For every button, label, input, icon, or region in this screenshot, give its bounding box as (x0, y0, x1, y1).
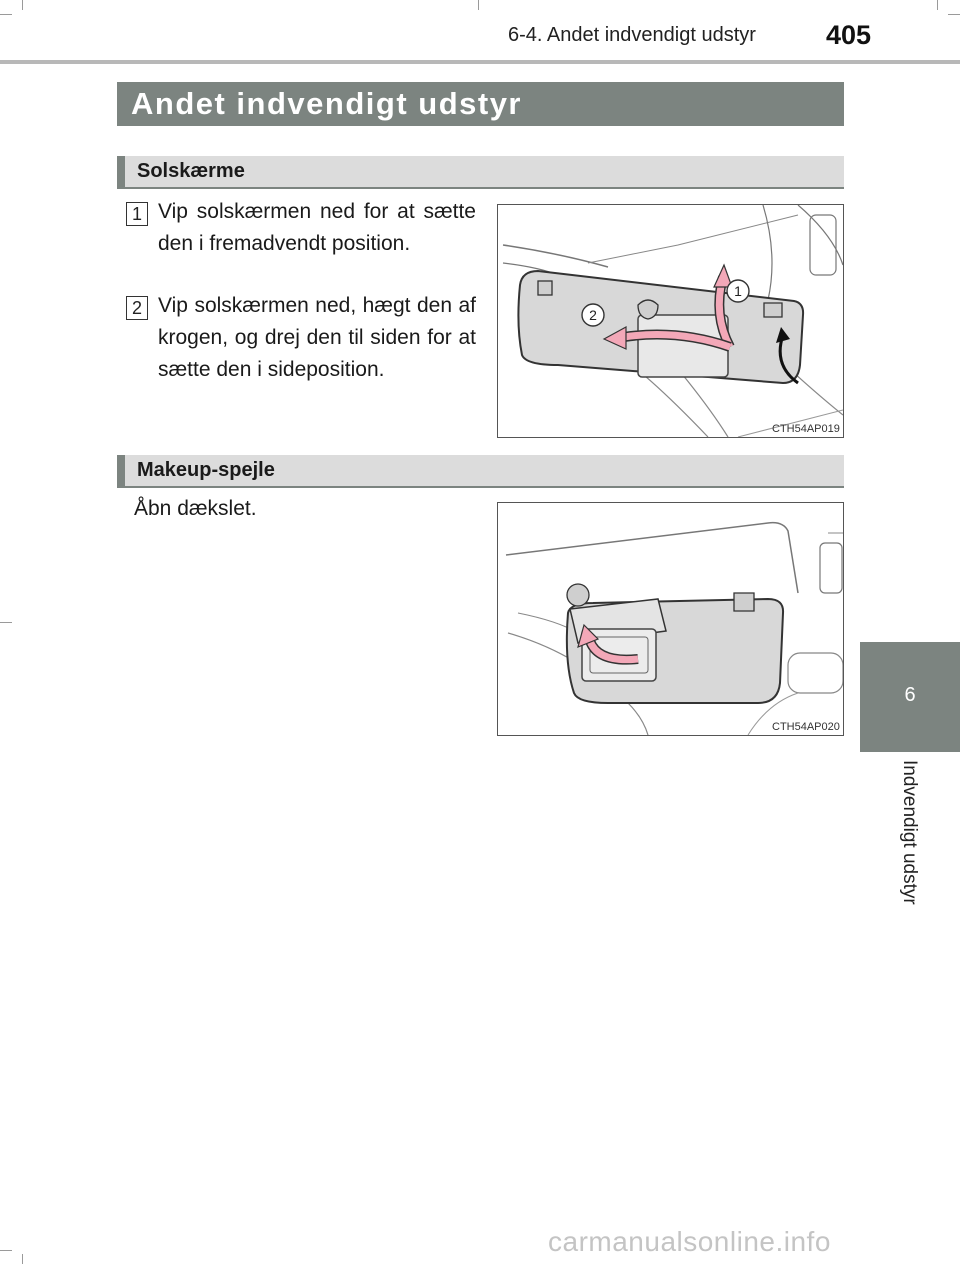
step-number: 1 (126, 202, 148, 226)
crop-mark (22, 1254, 23, 1264)
crop-mark (948, 14, 960, 15)
vanity-mirror-instruction: Åbn dækslet. (134, 497, 257, 520)
vanity-mirror-heading: Makeup-spejle (117, 455, 844, 488)
sun-visor-illustration (497, 204, 844, 438)
running-header: 6-4. Andet indvendigt udstyr (508, 24, 756, 46)
header-rule (0, 60, 960, 64)
crop-mark (0, 1250, 12, 1251)
crop-mark (0, 622, 12, 623)
step-text: Vip solskærmen ned for at sætte den i fremadvendt position. (158, 200, 476, 255)
callout-2: 2 (589, 307, 597, 323)
step-text: Vip solskærmen ned, hægt den af krogen, og drej den til siden for at sætte den i sideposition. (158, 294, 476, 381)
page-number: 405 (826, 20, 872, 50)
sun-visors-heading: Solskærme (117, 156, 844, 189)
vanity-mirror-illustration (497, 502, 844, 736)
figure-code: CTH54AP020 (772, 721, 840, 733)
step-number: 2 (126, 296, 148, 320)
crop-mark (0, 14, 12, 15)
figure-code: CTH54AP019 (772, 423, 840, 435)
crop-mark (478, 0, 479, 10)
chapter-label: Indvendigt udstyr (899, 760, 920, 905)
crop-mark (22, 0, 23, 10)
chapter-number: 6 (904, 684, 916, 706)
callout-1: 1 (734, 283, 742, 299)
crop-mark (937, 0, 938, 10)
section-title: Andet indvendigt udstyr (117, 82, 844, 126)
watermark: carmanualsonline.info (548, 1226, 831, 1257)
